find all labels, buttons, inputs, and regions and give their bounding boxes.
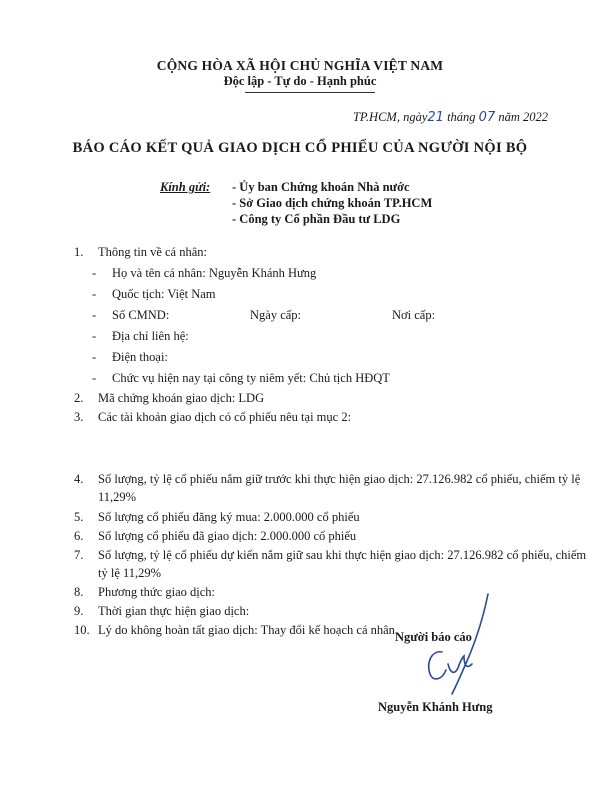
personal-issue-date: Ngày cấp:: [250, 308, 302, 322]
signature-title: Người báo cáo: [395, 630, 472, 644]
item-4-continued: 11,29%: [98, 490, 137, 504]
dateline-year: năm 2022: [498, 110, 548, 124]
recipient-3: - Công ty Cổ phần Đầu tư LDG: [232, 212, 401, 226]
item-9: 9. Thời gian thực hiện giao dịch:: [74, 604, 250, 618]
personal-position: - Chức vụ hiện nay tại công ty niêm yết: Chủ tịch HĐQT: [92, 371, 390, 385]
dateline-place: TP.HCM, ngày: [352, 110, 428, 124]
item-7-continued: tỷ lệ 11,29%: [98, 566, 162, 580]
item-number: 1.: [74, 245, 84, 259]
dateline-day: 21: [427, 110, 444, 125]
item-8: 8. Phương thức giao dịch:: [74, 585, 216, 599]
dateline: [353, 110, 548, 125]
personal-phone: - Điện thoại:: [92, 350, 168, 364]
dateline-month: 07: [478, 110, 496, 125]
item-6: 6. Số lượng cổ phiếu đã giao dịch: 2.000.000 cổ phiếu: [74, 529, 357, 543]
national-title: CỘNG HÒA XÃ HỘI CHỦ NGHĨA VIỆT NAM: [156, 58, 444, 73]
item-text: Thông tin về cá nhân:: [98, 245, 207, 259]
item-3: 3. Các tài khoản giao dịch có cổ phiếu nêu tại mục 2:: [74, 410, 352, 424]
personal-id: - Số CMND:: [92, 308, 170, 322]
item-10: 10. Lý do không hoàn tất giao dịch: Thay đổi kế hoạch cá nhân.: [74, 623, 399, 637]
item-1: [74, 245, 207, 260]
personal-name: - Họ và tên cá nhân: Nguyễn Khánh Hưng: [92, 266, 317, 280]
item-5: 5. Số lượng cổ phiếu đăng ký mua: 2.000.000 cổ phiếu: [74, 510, 360, 524]
personal-issue-place: Nơi cấp:: [392, 308, 436, 322]
document-title: BÁO CÁO KẾT QUẢ GIAO DỊCH CỔ PHIẾU CỦA NGƯỜI NỘI BỘ: [72, 140, 528, 156]
personal-address: - Địa chỉ liên hệ:: [92, 329, 189, 343]
dateline-month-label: tháng: [447, 110, 476, 124]
item-7: 7. Số lượng, tỷ lệ cổ phiếu dự kiến nắm giữ sau khi thực hiện giao dịch: 27.126.982 cổ phiếu, chiếm: [74, 548, 587, 562]
personal-nationality: - Quốc tịch: Việt Nam: [92, 287, 216, 301]
recipients-label: Kính gửi:: [160, 180, 211, 194]
signature-mark: [400, 590, 520, 700]
motto-underline: [245, 92, 375, 93]
signature-name: Nguyễn Khánh Hưng: [378, 700, 493, 714]
item-4: 4. Số lượng, tỷ lệ cổ phiếu nắm giữ trước khi thực hiện giao dịch: 27.126.982 cổ phiếu, chiếm tỷ lệ: [74, 472, 581, 486]
recipient-2: - Sở Giao dịch chứng khoán TP.HCM: [232, 196, 433, 210]
recipient-1: - Ủy ban Chứng khoán Nhà nước: [232, 180, 410, 194]
item-2: 2. Mã chứng khoán giao dịch: LDG: [74, 391, 265, 405]
national-motto: Độc lập - Tự do - Hạnh phúc: [223, 74, 377, 88]
